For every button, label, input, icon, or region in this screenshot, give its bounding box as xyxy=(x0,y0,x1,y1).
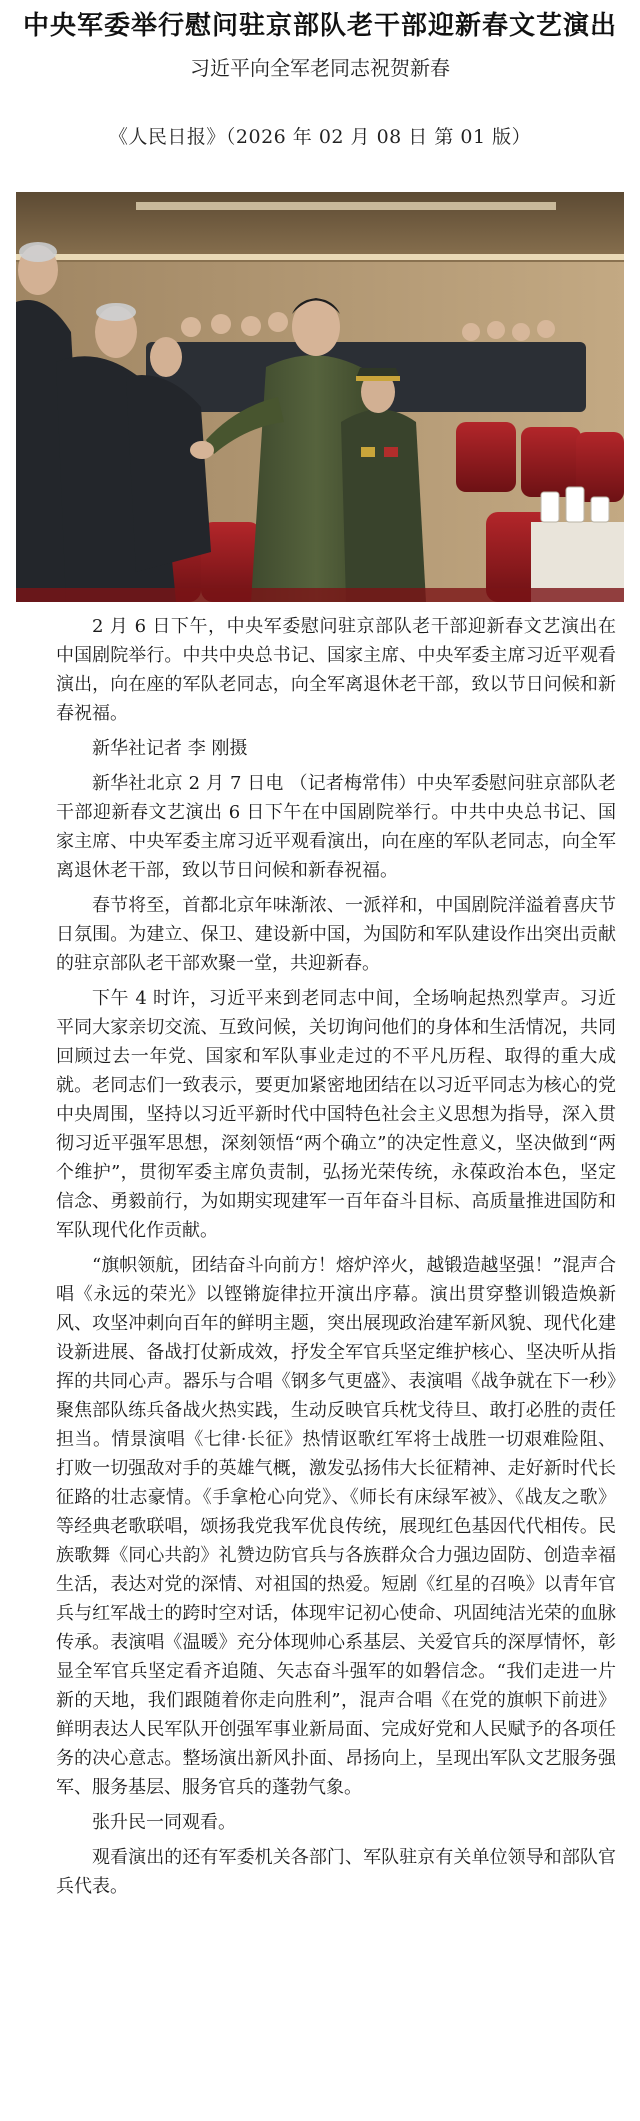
paragraph-2: 春节将至，首都北京年味渐浓、一派祥和，中国剧院洋溢着喜庆节日氛围。为建立、保卫、建设新中国，为国防和军队建设作出突出贡献的驻京部队老干部欢聚一堂，共迎新春。 xyxy=(56,895,616,974)
paragraph-6: 观看演出的还有军委机关各部门、军队驻京有关单位领导和部队官兵代表。 xyxy=(56,1847,616,1897)
article-source: 《人民日报》（2026 年 02 月 08 日 第 01 版） xyxy=(108,126,532,148)
paragraph-3: 下午 4 时许，习近平来到老同志中间，全场响起热烈掌声。习近平同大家亲切交流、互致问候，关切询问他们的身体和生活情况，共同回顾过去一年党、国家和军队事业走过的不平凡历程、取得的重大成就。老同志们一致表示，要更加紧密地团结在以习近平同志为核心的党中央周围，坚持以习近平新时代中国特色社会主义思想为指导，深入贯彻习近平强军思想，深刻领悟“两个确立”的决定性意义，坚决做到“两个维护”，贯彻军委主席负责制，弘扬光荣传统，永葆政治本色，坚定信念、勇毅前行，为如期实现建军一百年奋斗目标、高质量推进国防和军队现代化作贡献。 xyxy=(56,988,616,1241)
photo-credit: 新华社记者 李 刚摄 xyxy=(92,738,248,759)
paragraph-1: 新华社北京 2 月 7 日电 （记者梅常伟）中央军委慰问驻京部队老干部迎新春文艺演出 6 日下午在中国剧院举行。中共中央总书记、国家主席、中央军委主席习近平观看演出，向在座的军队老同志，向全军离退休老干部，致以节日问候和新春祝福。 xyxy=(56,773,616,881)
article-subhead: 习近平向全军老同志祝贺新春 xyxy=(190,56,450,80)
article-body xyxy=(56,612,616,1907)
paragraph-5: 张升民一同观看。 xyxy=(92,1812,236,1833)
news-photo xyxy=(16,192,624,602)
paragraph-4: “旗帜领航，团结奋斗向前方！熔炉淬火，越锻造越坚强！”混声合唱《永远的荣光》以铿锵旋律拉开演出序幕。演出贯穿整训锻造焕新风、攻坚冲刺向百年的鲜明主题，突出展现政治建军新风貌、现代化建设新进展、备战打仗新成效，抒发全军官兵坚定维护核心、坚决听从指挥的共同心声。器乐与合唱《钢多气更盛》、表演唱《战争就在下一秒》聚焦部队练兵备战火热实践，生动反映官兵枕戈待旦、敢打必胜的责任担当。情景演唱《七律·长征》热情讴歌红军将士战胜一切艰难险阻、打败一切强敌对手的英雄气概，激发弘扬伟大长征精神、走好新时代长征路的壮志豪情。《手拿枪心向党》、《师长有床绿军被》、《战友之歌》等经典老歌联唱，颂扬我党我军优良传统，展现红色基因代代相传。民族歌舞《同心共韵》礼赞边防官兵与各族群众合力强边固防、创造幸福生活，表达对党的深情、对祖国的热爱。短剧《红星的召唤》以青年官兵与红军战士的跨时空对话，体现牢记初心使命、巩固纯洁光荣的血脉传承。表演唱《温暖》充分体现帅心系基层、关爱官兵的深厚情怀，彰显全军官兵坚定看齐追随、矢志奋斗强军的如磐信念。“我们走进一片新的天地，我们跟随着你走向胜利”，混声合唱《在党的旗帜下前进》鲜明表达人民军队开创强军事业新局面、完成好党和人民赋予的各项任务的决心意志。整场演出新风扑面、昂扬向上，呈现出军队文艺服务强军、服务基层、服务官兵的蓬勃气象。 xyxy=(56,1255,616,1798)
photo-caption: 2 月 6 日下午，中央军委慰问驻京部队老干部迎新春文艺演出在中国剧院举行。中共中央总书记、国家主席、中央军委主席习近平观看演出，向在座的军队老同志，向全军离退休老干部，致以节日问候和新春祝福。 xyxy=(56,616,616,724)
article-headline: 中央军委举行慰问驻京部队老干部迎新春文艺演出 xyxy=(22,11,617,41)
